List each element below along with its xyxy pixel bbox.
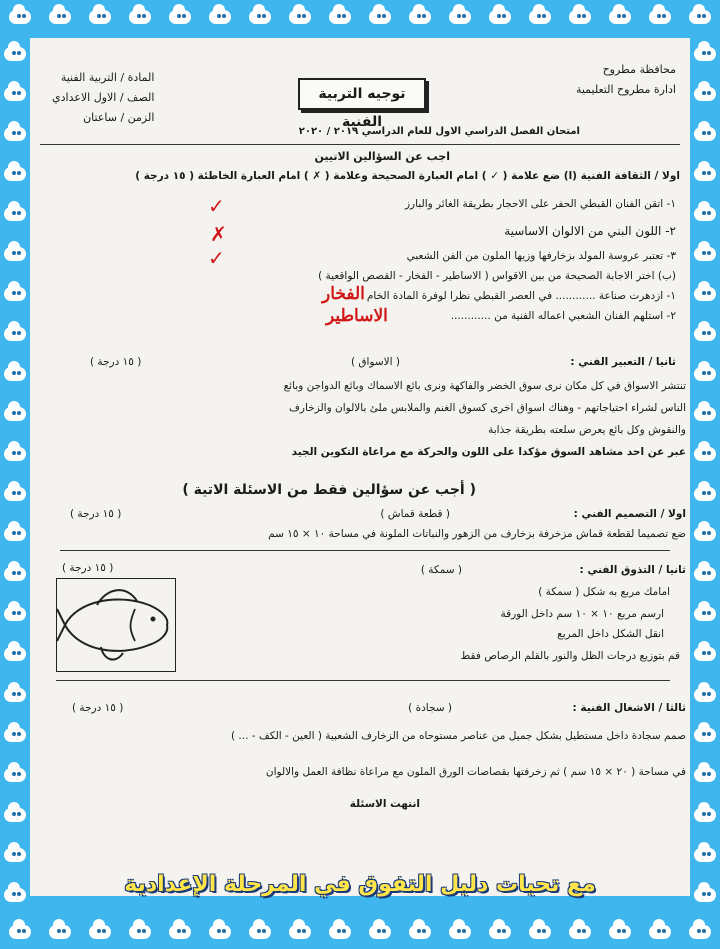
directorate: ادارة مطروح التعليمية [575,83,676,96]
q3-grade: ( ١٥ درجة ) [72,702,124,714]
s2-title: ثانيا / التعبير الفني : [570,356,676,368]
answer-myths: الاساطير [326,306,388,326]
answer-instruction: اجب عن السؤالين الاتيين [314,150,450,163]
left-cloud-border [1,34,29,915]
part2-heading: ( أجب عن سؤالين فقط من الاسئلة الاتية ) [182,482,476,498]
footer-banner: مع تحيات دليل التفوق في المرحلة الإعدادية [124,872,596,897]
header-left [52,68,154,128]
end-of-questions: انتهت الاسئلة [349,798,420,810]
s2-line-2: الناس لشراء احتياجاتهم - وهناك اسواق اخرى كسوق الغنم والملابس ملئ بالالوان والزخارف [289,402,686,414]
fish-icon [57,579,175,671]
header-right [576,60,676,100]
exam-title: توجيه التربية الفنية [298,78,426,110]
grade: الصف / الاول الاعدادي [52,91,155,104]
top-cloud-border [0,0,720,34]
q2-topic: ( سمكة ) [420,564,462,576]
q3-line-2: في مساحة ( ٢٠ × ١٥ سم ) ثم زخرفتها بقصاصات الورق الملون مع مراعاة نظافة العمل والالوان [265,766,686,778]
fish-drawing-box [56,578,176,672]
q3-topic: ( سجادة ) [408,702,452,714]
check-icon: ✓ [208,246,225,270]
q2-line-2: ارسم مربع ١٠ × ١٠ سم داخل الورقة [500,608,664,620]
q2-title: ثانيا / التذوق الفني : [579,564,686,576]
s2-topic: ( الاسواق ) [350,356,400,368]
q2-line-3: انقل الشكل داخل المربع [557,628,664,640]
subject: المادة / التربية الفنية [60,71,155,84]
s1-sub-b: (ب) اختر الاجابة الصحيحة من بين الاقواس ( الاساطير - الفخار - القصص الواقعية ) [318,270,676,282]
q3-line-1: صمم سجادة داخل مستطيل بشكل جميل من عناصر مستوحاه من الزخارف الشعبية ( العين - الكف - ... ) [231,730,686,742]
exam-line: امتحان الفصل الدراسي الاول للعام الدراسي ٢٠١٩ / ٢٠٢٠ [298,126,580,137]
governorate: محافظة مطروح [602,63,676,76]
right-cloud-border [691,34,719,915]
section1-title: اولا / الثقافة الفنية (ا) ضع علامة ( ✓ ) امام العبارة الصحيحة وعلامة ( ✗ ) امام العبارة الخاطئة ( ١٥ درجة ) [135,170,680,182]
bottom-cloud-border [0,915,720,949]
s2-grade: ( ١٥ درجة ) [90,356,142,368]
q3-title: ثالثا / الاشغال الفنية : [572,702,686,714]
divider [40,144,680,145]
q2-grade: ( ١٥ درجة ) [62,562,114,574]
s1-item-2: ٢- اللون البني من الالوان الاساسية [504,224,676,238]
s1-item-3: ٣- تعتبر عروسة المولد بزخارفها وزيها الملون من الفن الشعبي [406,250,676,262]
time: الزمن / ساعتان [83,111,155,124]
s2-line-1: تنتشر الاسواق في كل مكان نرى سوق الخضر والفاكهة ونرى بائع الاسماك وبائع الدواجن وبائع [283,380,686,392]
divider [60,550,670,551]
s1-sub-item-1: ١- ازدهرت صناعة ............ في العصر القبطي نظرا لوفرة المادة الخام [366,290,676,302]
q1-text: ضع تصميما لقطعة قماش مزخرفة بزخارف من الزهور والنباتات الملونة في مساحة ١٠ × ١٥ سم [268,528,686,540]
exam-paper [30,38,690,896]
cross-icon: ✗ [210,222,227,246]
q2-line-1: امامك مربع به شكل ( سمكة ) [538,586,670,598]
q2-line-4: قم بتوزيع درجات الظل والنور بالقلم الرصاص فقط [460,650,680,662]
s2-line-4: عبر عن احد مشاهد السوق مؤكدا على اللون والحركة مع مراعاة التكوين الجيد [291,446,686,458]
s1-item-1: ١- اتقن الفنان القبطي الحفر على الاحجار بطريقة الغائر والبارز [404,198,676,210]
answer-pottery: الفخار [322,284,365,304]
check-icon: ✓ [208,194,225,218]
q1-title: اولا / التصميم الفني : [573,508,686,520]
divider [56,680,670,681]
q1-grade: ( ١٥ درجة ) [70,508,122,520]
q1-topic: ( قطعة قماش ) [380,508,450,520]
s2-line-3: والنقوش وكل بائع يعرض سلعته بطريقة جذابة [488,424,686,436]
s1-sub-item-2: ٢- استلهم الفنان الشعبي اعماله الفنية من ............ [450,310,676,322]
